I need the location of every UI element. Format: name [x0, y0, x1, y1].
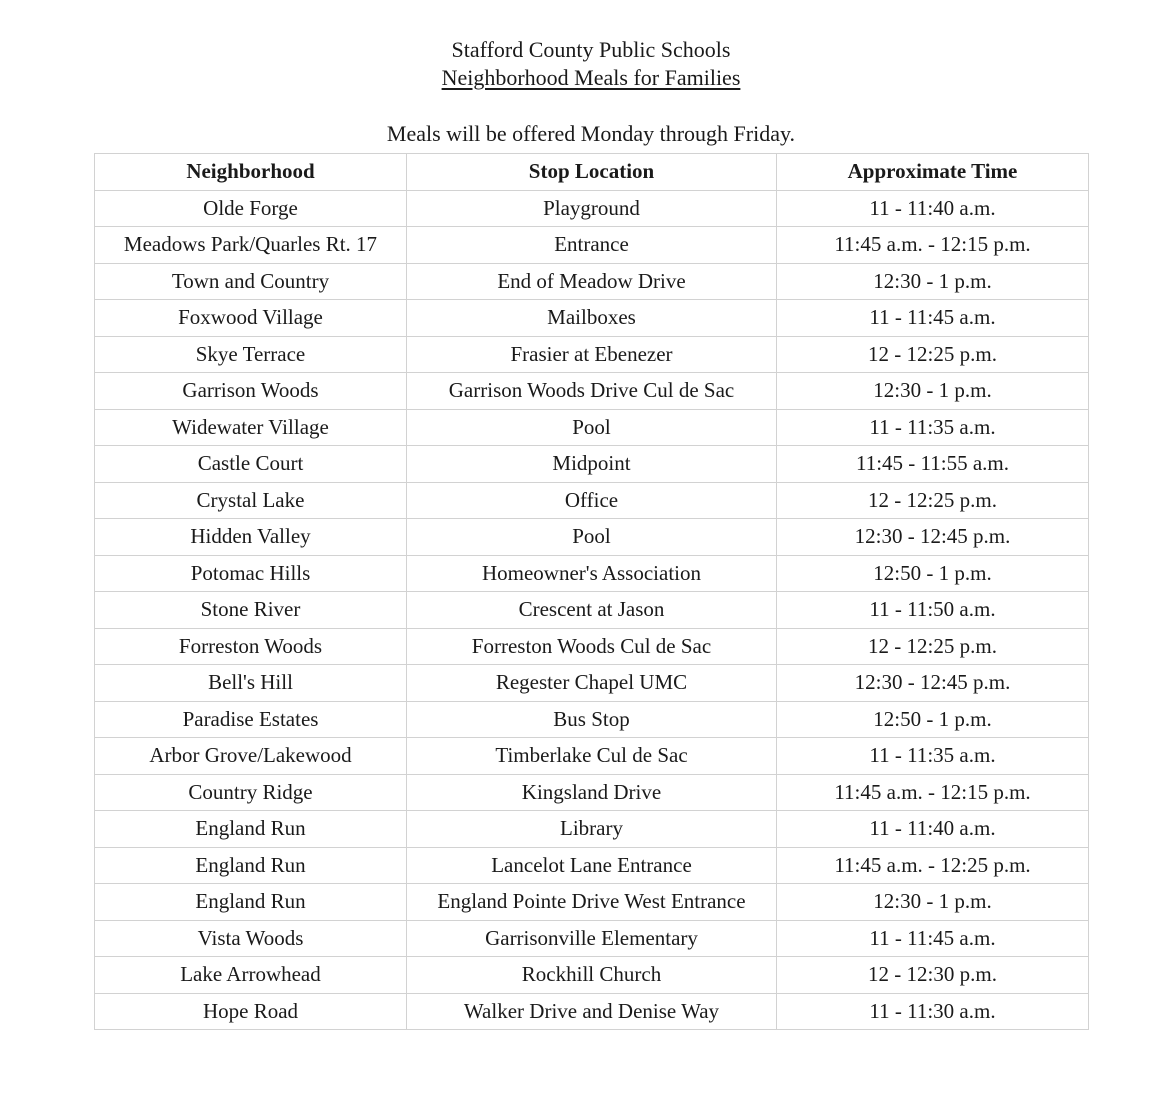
- table-row: [95, 227, 1089, 264]
- table-row: [95, 920, 1089, 957]
- approximate-time-cell: 12:50 - 1 p.m.: [777, 701, 1089, 738]
- stop-location-cell: End of Meadow Drive: [407, 263, 777, 300]
- stop-location-cell: Pool: [407, 519, 777, 556]
- approximate-time-cell: 11:45 a.m. - 12:15 p.m.: [777, 774, 1089, 811]
- approximate-time-cell: 12:30 - 12:45 p.m.: [777, 665, 1089, 702]
- stop-location-cell: Crescent at Jason: [407, 592, 777, 629]
- stop-location-cell: Office: [407, 482, 777, 519]
- neighborhood-cell: Arbor Grove/Lakewood: [95, 738, 407, 775]
- neighborhood-cell: Foxwood Village: [95, 300, 407, 337]
- stop-location-cell: Midpoint: [407, 446, 777, 483]
- neighborhood-cell: England Run: [95, 884, 407, 921]
- approximate-time-cell: 11 - 11:50 a.m.: [777, 592, 1089, 629]
- table-row: [95, 993, 1089, 1030]
- neighborhood-cell: Forreston Woods: [95, 628, 407, 665]
- neighborhood-cell: Vista Woods: [95, 920, 407, 957]
- table-row: [95, 409, 1089, 446]
- table-row: [95, 811, 1089, 848]
- approximate-time-cell: 11 - 11:30 a.m.: [777, 993, 1089, 1030]
- stop-location-cell: Library: [407, 811, 777, 848]
- neighborhood-cell: England Run: [95, 811, 407, 848]
- document-subtitle-underlined: Neighborhood Meals for Families: [441, 65, 741, 90]
- approximate-time-cell: 12 - 12:25 p.m.: [777, 336, 1089, 373]
- approximate-time-cell: 11 - 11:40 a.m.: [777, 811, 1089, 848]
- stop-location-cell: Lancelot Lane Entrance: [407, 847, 777, 884]
- neighborhood-cell: Meadows Park/Quarles Rt. 17: [95, 227, 407, 264]
- table-row: [95, 884, 1089, 921]
- stop-location-cell: Timberlake Cul de Sac: [407, 738, 777, 775]
- table-header-row: [95, 154, 1089, 191]
- meal-schedule-table: [94, 153, 1089, 1030]
- neighborhood-cell: Castle Court: [95, 446, 407, 483]
- table-row: [95, 190, 1089, 227]
- approximate-time-cell: 12:50 - 1 p.m.: [777, 555, 1089, 592]
- neighborhood-cell: Stone River: [95, 592, 407, 629]
- table-row: [95, 665, 1089, 702]
- stop-location-cell: Homeowner's Association: [407, 555, 777, 592]
- approximate-time-cell: 12 - 12:25 p.m.: [777, 482, 1089, 519]
- approximate-time-cell: 11:45 a.m. - 12:15 p.m.: [777, 227, 1089, 264]
- table-row: [95, 957, 1089, 994]
- neighborhood-cell: Lake Arrowhead: [95, 957, 407, 994]
- table-row: [95, 519, 1089, 556]
- neighborhood-cell: Skye Terrace: [95, 336, 407, 373]
- stop-location-cell: Garrison Woods Drive Cul de Sac: [407, 373, 777, 410]
- column-header-neighborhood: Neighborhood: [95, 154, 407, 191]
- neighborhood-cell: Olde Forge: [95, 190, 407, 227]
- table-row: [95, 847, 1089, 884]
- table-row: [95, 300, 1089, 337]
- approximate-time-cell: 12:30 - 1 p.m.: [777, 884, 1089, 921]
- approximate-time-cell: 11 - 11:45 a.m.: [777, 920, 1089, 957]
- approximate-time-cell: 11 - 11:45 a.m.: [777, 300, 1089, 337]
- stop-location-cell: Playground: [407, 190, 777, 227]
- table-row: [95, 263, 1089, 300]
- table-row: [95, 592, 1089, 629]
- table-row: [95, 336, 1089, 373]
- table-row: [95, 738, 1089, 775]
- approximate-time-cell: 12:30 - 12:45 p.m.: [777, 519, 1089, 556]
- neighborhood-cell: Bell's Hill: [95, 665, 407, 702]
- document-title: Stafford County Public Schools: [451, 37, 731, 62]
- approximate-time-cell: 12:30 - 1 p.m.: [777, 263, 1089, 300]
- neighborhood-cell: Country Ridge: [95, 774, 407, 811]
- table-row: [95, 774, 1089, 811]
- approximate-time-cell: 12:30 - 1 p.m.: [777, 373, 1089, 410]
- neighborhood-cell: Hidden Valley: [95, 519, 407, 556]
- stop-location-cell: Kingsland Drive: [407, 774, 777, 811]
- neighborhood-cell: Crystal Lake: [95, 482, 407, 519]
- stop-location-cell: England Pointe Drive West Entrance: [407, 884, 777, 921]
- column-header-approximate-time: Approximate Time: [777, 154, 1089, 191]
- neighborhood-cell: Potomac Hills: [95, 555, 407, 592]
- neighborhood-cell: Widewater Village: [95, 409, 407, 446]
- column-header-stop-location: Stop Location: [407, 154, 777, 191]
- table-row: [95, 628, 1089, 665]
- stop-location-cell: Entrance: [407, 227, 777, 264]
- table-row: [95, 701, 1089, 738]
- schedule-note: Meals will be offered Monday through Friday.: [386, 121, 796, 146]
- approximate-time-cell: 11:45 a.m. - 12:25 p.m.: [777, 847, 1089, 884]
- stop-location-cell: Walker Drive and Denise Way: [407, 993, 777, 1030]
- table-row: [95, 555, 1089, 592]
- neighborhood-cell: Garrison Woods: [95, 373, 407, 410]
- stop-location-cell: Garrisonville Elementary: [407, 920, 777, 957]
- approximate-time-cell: 11:45 - 11:55 a.m.: [777, 446, 1089, 483]
- stop-location-cell: Regester Chapel UMC: [407, 665, 777, 702]
- neighborhood-cell: Paradise Estates: [95, 701, 407, 738]
- stop-location-cell: Rockhill Church: [407, 957, 777, 994]
- approximate-time-cell: 11 - 11:40 a.m.: [777, 190, 1089, 227]
- approximate-time-cell: 11 - 11:35 a.m.: [777, 738, 1089, 775]
- stop-location-cell: Mailboxes: [407, 300, 777, 337]
- table-row: [95, 482, 1089, 519]
- stop-location-cell: Forreston Woods Cul de Sac: [407, 628, 777, 665]
- stop-location-cell: Pool: [407, 409, 777, 446]
- approximate-time-cell: 12 - 12:30 p.m.: [777, 957, 1089, 994]
- approximate-time-cell: 12 - 12:25 p.m.: [777, 628, 1089, 665]
- table-row: [95, 373, 1089, 410]
- stop-location-cell: Bus Stop: [407, 701, 777, 738]
- neighborhood-cell: England Run: [95, 847, 407, 884]
- table-row: [95, 446, 1089, 483]
- document-header: [0, 36, 1176, 92]
- neighborhood-cell: Hope Road: [95, 993, 407, 1030]
- approximate-time-cell: 11 - 11:35 a.m.: [777, 409, 1089, 446]
- stop-location-cell: Frasier at Ebenezer: [407, 336, 777, 373]
- neighborhood-cell: Town and Country: [95, 263, 407, 300]
